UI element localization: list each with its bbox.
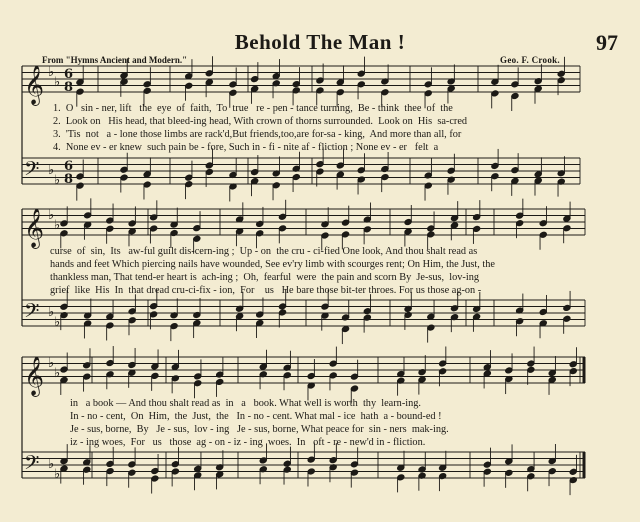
treble-clef-icon: 𝄞	[24, 65, 45, 105]
lyric-line-s1-v2: 2. Look on His head, that bleed-ing head, With crown of thorns surrounded. Look on His sa-cred	[53, 116, 468, 127]
flat-icon: ♭	[54, 75, 61, 90]
flat-icon: ♭	[48, 65, 55, 80]
time-signature-digit: 8	[64, 172, 74, 187]
lyric-line-s3-v2: In - no - cent, On Him, the Just, the In - no - cent. What mal - ice hath a - bound-ed !	[70, 411, 442, 422]
flat-icon: ♭	[54, 173, 61, 188]
lyric-line-s2-v4: grief like His In that dread cru-ci-fix - ion, For us He bare those bit-ter throes. For us those ag-on -	[50, 285, 482, 296]
time-signature-digit: 6	[64, 67, 74, 82]
hymn-title: Behold The Man !	[234, 30, 406, 54]
lyric-line-s1-v4: 4. None ev - er knew such pain be - fore, Such in - fi - nite af - fliction ; None ev - er felt a	[53, 142, 439, 153]
lyric-line-s3-v3: Je - sus, borne, By Je - sus, lov - ing Je - sus, borne, What peace for sin - ners mak-ing.	[70, 424, 449, 435]
bass-clef-icon: 𝄢	[24, 157, 40, 185]
flat-icon: ♭	[48, 356, 55, 371]
flat-icon: ♭	[54, 218, 61, 233]
flat-icon: ♭	[48, 457, 55, 472]
lyric-line-s3-v4: iz - ing woes, For us those ag - on - iz - ing woes. In oft - re - new'd in - fliction.	[70, 437, 426, 448]
lyric-line-s3-v1: in a book — And thou shalt read as in a book. What well is worth thy learn-ing.	[70, 398, 421, 409]
bass-clef-icon: 𝄢	[24, 451, 40, 479]
composer-credit: Geo. F. Crook.	[500, 55, 560, 65]
flat-icon: ♭	[48, 163, 55, 178]
lyric-line-s2-v2: hands and feet Which piercing nails have wounded, See ev'ry limb with scourges rent; On Him, the Just, the	[50, 259, 495, 270]
lyric-line-s1-v3: 3. 'Tis not a - lone those limbs are rack'd,But friends,too,are for-sa - king, And more than all, for	[53, 129, 462, 140]
lyric-line-s1-v1: 1. O sin - ner, lift the eye of faith, To true re - pen - tance turning, Be - think thee of the	[53, 103, 453, 114]
flat-icon: ♭	[48, 208, 55, 223]
flat-icon: ♭	[54, 366, 61, 381]
flat-icon: ♭	[54, 315, 61, 330]
time-signature-digit: 8	[64, 80, 74, 95]
flat-icon: ♭	[54, 467, 61, 482]
bass-clef-icon: 𝄢	[24, 299, 40, 327]
lyric-line-s2-v3: thankless man, That tend-er heart is ach-ing ; Oh, fearful were the pain and scorn By Je-sus, lov-ing	[50, 272, 480, 283]
source-credit: From "Hymns Ancient and Modern."	[42, 55, 188, 65]
page-number: 97	[596, 30, 618, 55]
lyric-line-s2-v1: curse of sin, Its aw-ful guilt dis-cern-ing ; Up - on the cru - ci-fied One look, And thou shalt read as	[50, 246, 478, 257]
time-signature-digit: 6	[64, 159, 74, 174]
treble-clef-icon: 𝄞	[24, 356, 45, 396]
treble-clef-icon: 𝄞	[24, 208, 45, 248]
flat-icon: ♭	[48, 305, 55, 320]
